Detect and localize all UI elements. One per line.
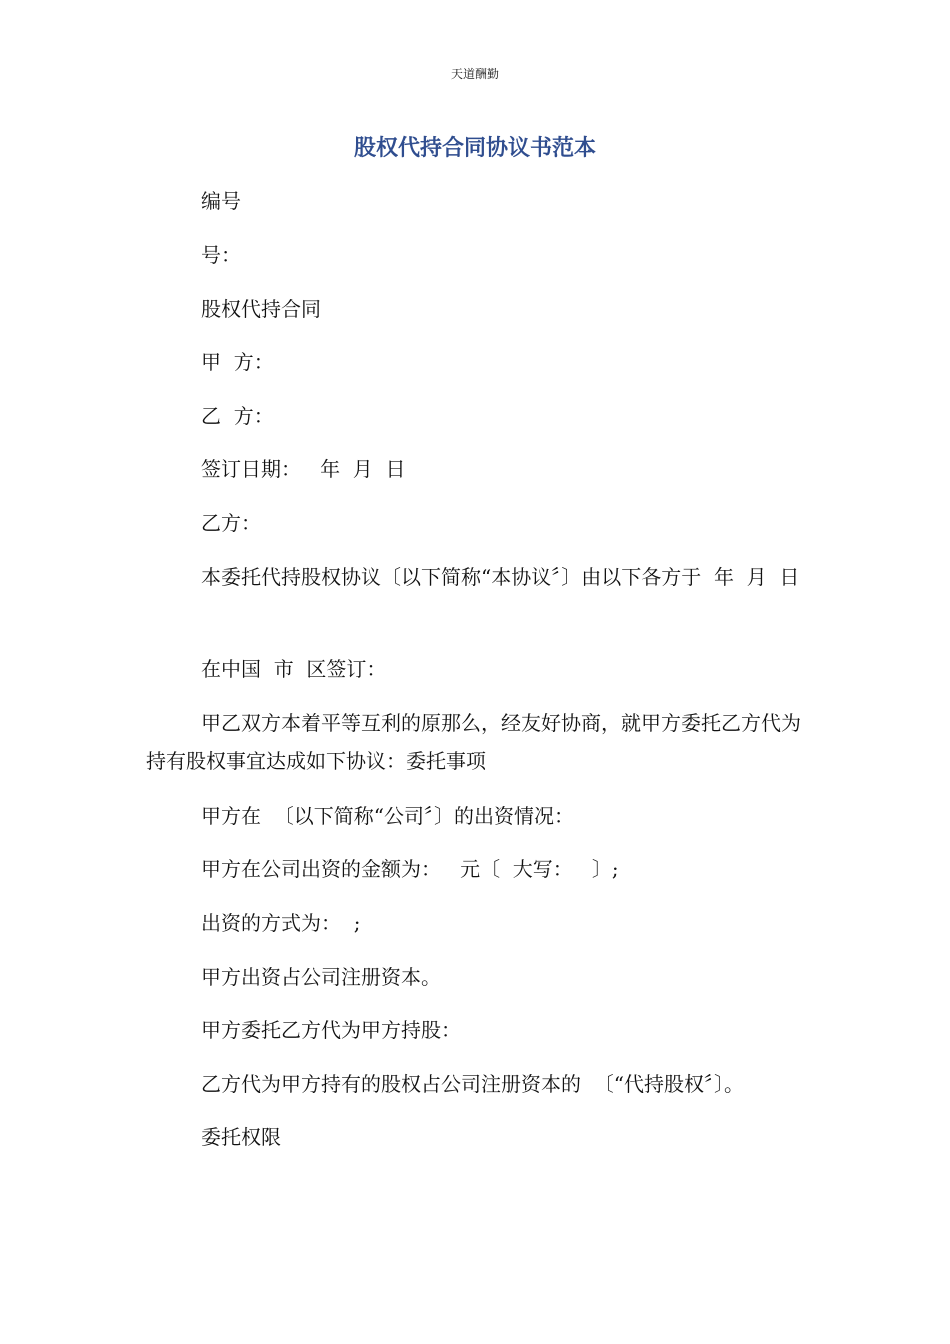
paragraph-party-b xyxy=(146,397,806,435)
paragraph-text: 乙方代为甲方持有的股权占公司注册资本的 〔“代持股权〞〕。 xyxy=(201,1072,744,1096)
document-title: 股权代持合同协议书范本 xyxy=(353,136,596,161)
paragraph-text: 乙方： xyxy=(201,511,261,535)
paragraph-text: 甲方出资占公司注册资本。 xyxy=(201,965,441,989)
paragraph-text: 甲方在 〔以下简称“公司〞〕的出资情况： xyxy=(201,804,574,828)
paragraph-text: 委托权限 xyxy=(201,1125,281,1149)
paragraph-consensus xyxy=(146,704,806,780)
paragraph-text: 甲方在公司出资的金额为： 元〔 大写： 〕; xyxy=(201,857,619,881)
page-header: 天道酬勤 xyxy=(450,67,499,81)
paragraph-serial-label xyxy=(146,182,806,220)
paragraph-text: 本委托代持股权协议〔以下简称“本协议〞〕由以下各方于 年 月 日 xyxy=(201,565,800,589)
paragraph-text: 编号 xyxy=(201,189,241,213)
paragraph-sign-date xyxy=(146,450,806,488)
paragraph-agreement-intro xyxy=(146,558,806,596)
paragraph-party-b-2 xyxy=(146,504,806,542)
paragraph-text: 在中国 市 区签订： xyxy=(201,657,387,681)
paragraph-text: 甲乙双方本着平等互利的原那么，经友好协商，就甲方委托乙方代为持有股权事宜达成如下协议：委托事项 xyxy=(146,711,801,773)
paragraph-entrust-scope xyxy=(146,1118,806,1156)
paragraph-number xyxy=(146,236,806,274)
paragraph-entrust xyxy=(146,1011,806,1049)
paragraph-party-a xyxy=(146,343,806,381)
paragraph-text: 乙 方： xyxy=(201,404,274,428)
paragraph-sign-place xyxy=(146,650,806,688)
paragraph-text: 出资的方式为： ; xyxy=(201,911,361,935)
paragraph-text: 股权代持合同 xyxy=(201,297,321,321)
paragraph-held-share xyxy=(146,1065,806,1103)
paragraph-contract-name xyxy=(146,290,806,328)
paragraph-text: 甲方委托乙方代为甲方持股： xyxy=(201,1018,461,1042)
paragraph-investment-method xyxy=(146,904,806,942)
paragraph-text: 号： xyxy=(201,243,241,267)
paragraph-investment-share xyxy=(146,958,806,996)
paragraph-investment-amount xyxy=(146,850,806,888)
paragraph-investment-status xyxy=(146,797,806,835)
paragraph-text: 签订日期： 年 月 日 xyxy=(201,457,406,481)
paragraph-text: 甲 方： xyxy=(201,350,274,374)
